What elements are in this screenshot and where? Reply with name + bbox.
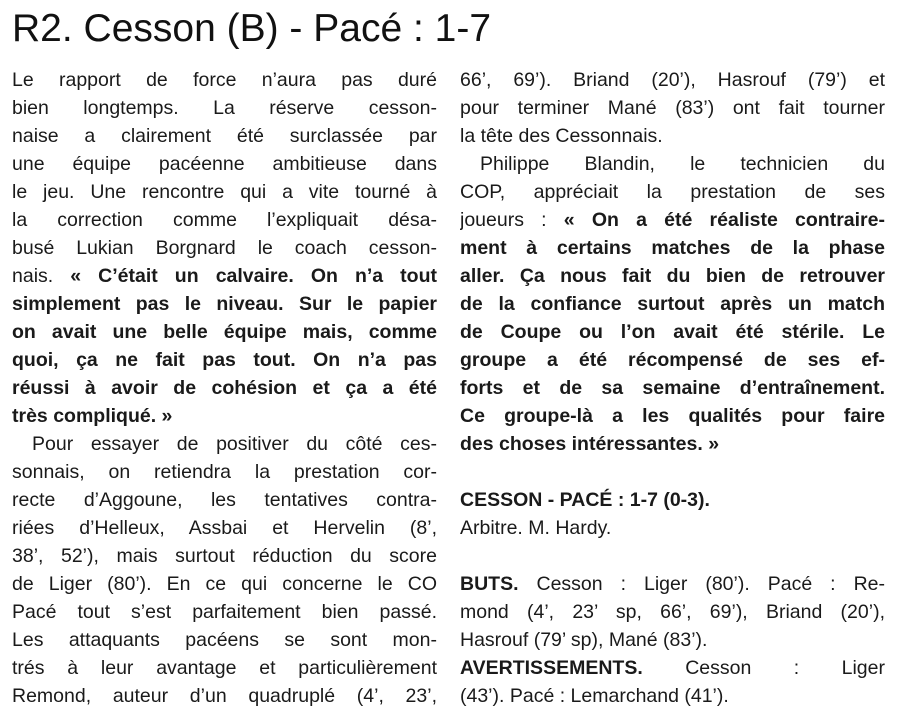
headline: R2. Cesson (B) - Pacé : 1-7 [12, 7, 492, 50]
quote-line: forts et de sa semaine d’entraînement. [460, 377, 885, 399]
quote-line: groupe a été récompensé de ses ef- [460, 349, 885, 371]
quote-line: des choses intéressantes. » [460, 433, 720, 455]
text-plain: nais. [12, 265, 71, 287]
text-line: Le rapport de force n’aura pas duré [12, 69, 437, 91]
cards-text: Cesson : Liger [642, 657, 885, 679]
text-line [12, 262, 437, 290]
text-line: la tête des Cessonnais. [460, 125, 663, 147]
score-header: CESSON - PACÉ : 1-7 (0-3). [460, 489, 710, 511]
quote-line: simplement pas le niveau. Sur le papier [12, 293, 437, 315]
quote-line: de Coupe ou l’on avait été stérile. Le [460, 321, 885, 343]
goals-line: Hasrouf (79’ sp), Mané (83’). [460, 629, 708, 651]
text-line: pour terminer Mané (83’) ont fait tourner [460, 97, 885, 119]
spacer [460, 458, 885, 486]
spacer [460, 542, 885, 570]
goals-line [460, 570, 885, 598]
text-line: COP, appréciait la prestation de ses [460, 181, 885, 203]
quote-line: quoi, ça ne fait pas tout. On n’a pas [12, 349, 437, 371]
quote-line: Ce groupe-là a les qualités pour faire [460, 405, 885, 427]
quote-text: « On a été réaliste contraire- [563, 209, 885, 231]
quote-line: aller. Ça nous fait du bien de retrouver [460, 265, 885, 287]
quote-line: réussi à avoir de cohésion et ça a été [12, 377, 437, 399]
text-line: Philippe Blandin, le technicien du [480, 153, 885, 175]
text-plain: joueurs : [460, 209, 564, 231]
text-line: Remond, auteur d’un quadruplé (4’, 23’, [12, 685, 437, 707]
text-line [460, 206, 885, 234]
quote-text: « C’était un calvaire. On n’a tout [70, 265, 437, 287]
text-line: sonnais, on retiendra la prestation cor- [12, 461, 437, 483]
quote-line: ment à certains matches de la phase [460, 237, 885, 259]
article-left-column [12, 66, 437, 710]
cards-line [460, 654, 885, 682]
cards-line: (43’). Pacé : Lemarchand (41’). [460, 685, 729, 707]
quote-line: très compliqué. » [12, 405, 173, 427]
text-line: busé Lukian Borgnard le coach cesson- [12, 237, 437, 259]
quote-line: de la confiance surtout après un match [460, 293, 885, 315]
text-line: 38’, 52’), mais surtout réduction du score [12, 545, 437, 567]
referee-line: Arbitre. M. Hardy. [460, 517, 612, 539]
text-line: recte d’Aggoune, les tentatives contra- [12, 489, 437, 511]
text-line: riées d’Helleux, Assbai et Hervelin (8’, [12, 517, 437, 539]
quote-line: on avait une belle équipe mais, comme [12, 321, 437, 343]
text-line: Pacé tout s’est parfaitement bien passé. [12, 601, 437, 623]
cards-label: AVERTISSEMENTS. [460, 657, 643, 679]
goals-line: mond (4’, 23’ sp, 66’, 69’), Briand (20’), [460, 601, 885, 623]
text-line: la correction comme l’expliquait désa- [12, 209, 437, 231]
text-line: une équipe pacéenne ambitieuse dans [12, 153, 437, 175]
text-line: le jeu. Une rencontre qui a vite tourné à [12, 181, 437, 203]
text-line: Les attaquants pacéens se sont mon- [12, 629, 437, 651]
goals-label: BUTS. [460, 573, 519, 595]
text-line: bien longtemps. La réserve cesson- [12, 97, 437, 119]
text-line: 66’, 69’). Briand (20’), Hasrouf (79’) et [460, 69, 885, 91]
text-line: de Liger (80’). En ce qui concerne le CO [12, 573, 437, 595]
goals-text: Cesson : Liger (80’). Pacé : Re- [518, 573, 885, 595]
article-right-column [460, 66, 885, 710]
text-line: Pour essayer de positiver du côté ces- [32, 433, 437, 455]
text-line: naise a clairement été surclassée par [12, 125, 437, 147]
text-line: trés à leur avantage et particulièrement [12, 657, 437, 679]
